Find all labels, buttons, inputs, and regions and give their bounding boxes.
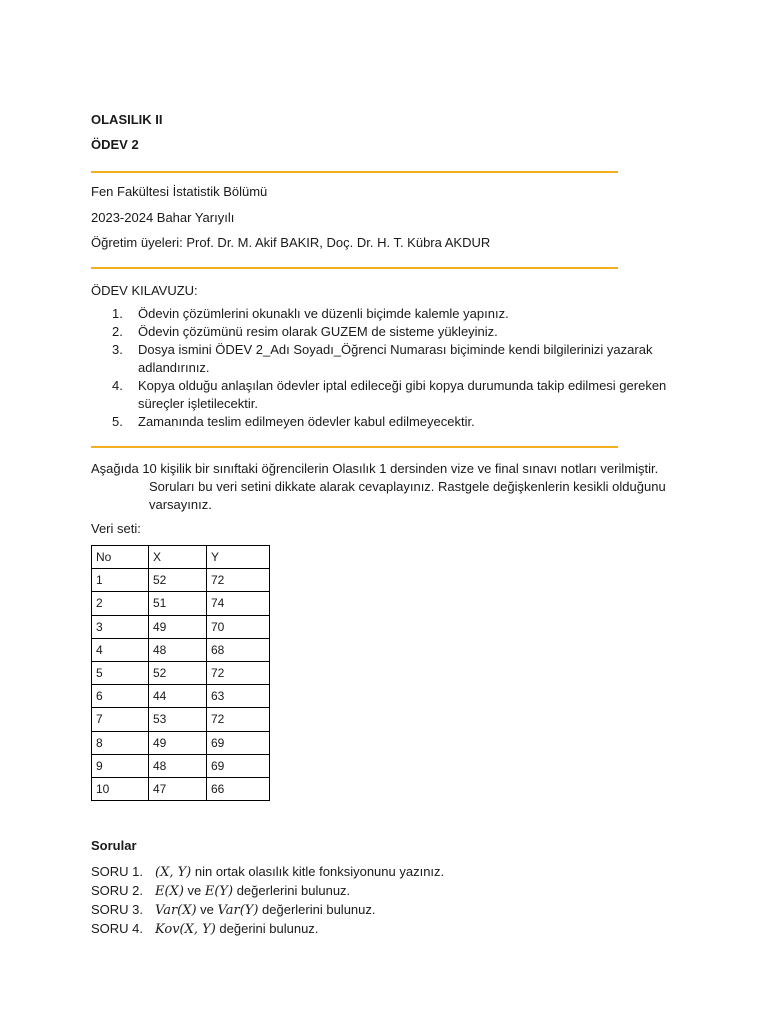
table-cell: 49 <box>149 731 207 754</box>
guide-item-text: Kopya olduğu anlaşılan ödevler iptal edileceği gibi kopya durumunda takip edilmesi gereken süreçler işletilecektir. <box>138 378 667 411</box>
table-cell: 52 <box>149 661 207 684</box>
table-row <box>92 708 270 731</box>
question-label: SORU 3. <box>91 902 144 917</box>
guide-item-number: 2. <box>112 324 123 339</box>
guide-item <box>91 377 691 413</box>
question-item <box>91 920 444 939</box>
table-row <box>92 685 270 708</box>
course-title: OLASILIK II <box>91 112 163 127</box>
question-text: ve <box>196 902 218 917</box>
table-cell: 53 <box>149 708 207 731</box>
question-text: değerini bulunuz. <box>215 921 319 936</box>
table-cell: 44 <box>149 685 207 708</box>
guide-item-number: 3. <box>112 342 123 357</box>
guide-item <box>91 323 691 341</box>
question-item <box>91 863 444 882</box>
guide-item-number: 1. <box>112 306 123 321</box>
table-cell: 10 <box>92 777 149 800</box>
table-cell: 69 <box>207 754 270 777</box>
table-cell: 2 <box>92 592 149 615</box>
divider-rule <box>91 446 618 448</box>
guide-heading: ÖDEV KILAVUZU: <box>91 283 198 298</box>
column-header: No <box>92 546 149 569</box>
question-item <box>91 882 444 901</box>
dataset-label: Veri seti: <box>91 521 141 536</box>
guide-item-number: 4. <box>112 378 123 393</box>
math-expression: Var(Y) <box>217 903 259 918</box>
math-expression: E(X) <box>155 884 184 899</box>
guide-item-number: 5. <box>112 414 123 429</box>
math-expression: Var(X) <box>155 903 197 918</box>
math-expression: (X, Y) <box>155 865 192 880</box>
guide-item <box>91 341 691 377</box>
guide-item-text: Ödevin çözümlerini okunaklı ve düzenli biçimde kalemle yapınız. <box>138 306 509 321</box>
questions-list <box>91 863 444 939</box>
questions-heading: Sorular <box>91 838 137 853</box>
table-cell: 5 <box>92 661 149 684</box>
column-header: Y <box>207 546 270 569</box>
table-cell: 72 <box>207 569 270 592</box>
column-header: X <box>149 546 207 569</box>
question-label: SORU 2. <box>91 883 144 898</box>
table-row <box>92 638 270 661</box>
table-cell: 69 <box>207 731 270 754</box>
dataset-table <box>91 545 270 801</box>
faculty-line: Fen Fakültesi İstatistik Bölümü <box>91 184 268 199</box>
table-cell: 3 <box>92 615 149 638</box>
table-cell: 72 <box>207 661 270 684</box>
table-cell: 4 <box>92 638 149 661</box>
table-row <box>92 569 270 592</box>
table-cell: 47 <box>149 777 207 800</box>
instructors-line: Öğretim üyeleri: Prof. Dr. M. Akif BAKIR, Doç. Dr. H. T. Kübra AKDUR <box>91 235 491 250</box>
table-cell: 48 <box>149 754 207 777</box>
term-line: 2023-2024 Bahar Yarıyılı <box>91 210 235 225</box>
guide-item-text: Ödevin çözümünü resim olarak GUZEM de sisteme yükleyiniz. <box>138 324 498 339</box>
divider-rule <box>91 267 618 269</box>
table-header-row <box>92 546 270 569</box>
guide-item <box>91 305 691 323</box>
question-text: ve <box>183 883 205 898</box>
table-cell: 9 <box>92 754 149 777</box>
guide-item-text: Zamanında teslim edilmeyen ödevler kabul edilmeyecektir. <box>138 414 475 429</box>
table-row <box>92 731 270 754</box>
guide-item <box>91 413 691 431</box>
math-expression: Kov(X, Y) <box>155 922 216 937</box>
table-cell: 1 <box>92 569 149 592</box>
table-cell: 52 <box>149 569 207 592</box>
table-row <box>92 615 270 638</box>
question-item <box>91 901 444 920</box>
assignment-title: ÖDEV 2 <box>91 137 139 152</box>
table-cell: 8 <box>92 731 149 754</box>
table-cell: 49 <box>149 615 207 638</box>
question-text: değerlerini bulunuz. <box>233 883 351 898</box>
divider-rule <box>91 171 618 173</box>
table-row <box>92 754 270 777</box>
table-cell: 66 <box>207 777 270 800</box>
table-cell: 51 <box>149 592 207 615</box>
table-row <box>92 661 270 684</box>
table-row <box>92 777 270 800</box>
intro-paragraph: Aşağıda 10 kişilik bir sınıftaki öğrencilerin Olasılık 1 dersinden vize ve final sınavı notları verilmiştir. Soruları bu veri setini dikkate alarak cevaplayınız. Rastgele değişkenlerin kesikli olduğunu varsayınız. <box>91 461 666 512</box>
table-cell: 74 <box>207 592 270 615</box>
table-cell: 48 <box>149 638 207 661</box>
question-text: değerlerini bulunuz. <box>258 902 376 917</box>
table-cell: 63 <box>207 685 270 708</box>
guide-list <box>91 305 691 431</box>
math-expression: E(Y) <box>204 884 234 899</box>
guide-item-text: Dosya ismini ÖDEV 2_Adı Soyadı_Öğrenci Numarası biçiminde kendi bilgilerinizi yazarak adlandırınız. <box>138 342 653 375</box>
table-cell: 7 <box>92 708 149 731</box>
table-row <box>92 592 270 615</box>
table-cell: 70 <box>207 615 270 638</box>
table-cell: 68 <box>207 638 270 661</box>
question-text: nin ortak olasılık kitle fonksiyonunu yazınız. <box>191 864 445 879</box>
table-cell: 6 <box>92 685 149 708</box>
question-label: SORU 1. <box>91 864 144 879</box>
table-cell: 72 <box>207 708 270 731</box>
question-label: SORU 4. <box>91 921 144 936</box>
